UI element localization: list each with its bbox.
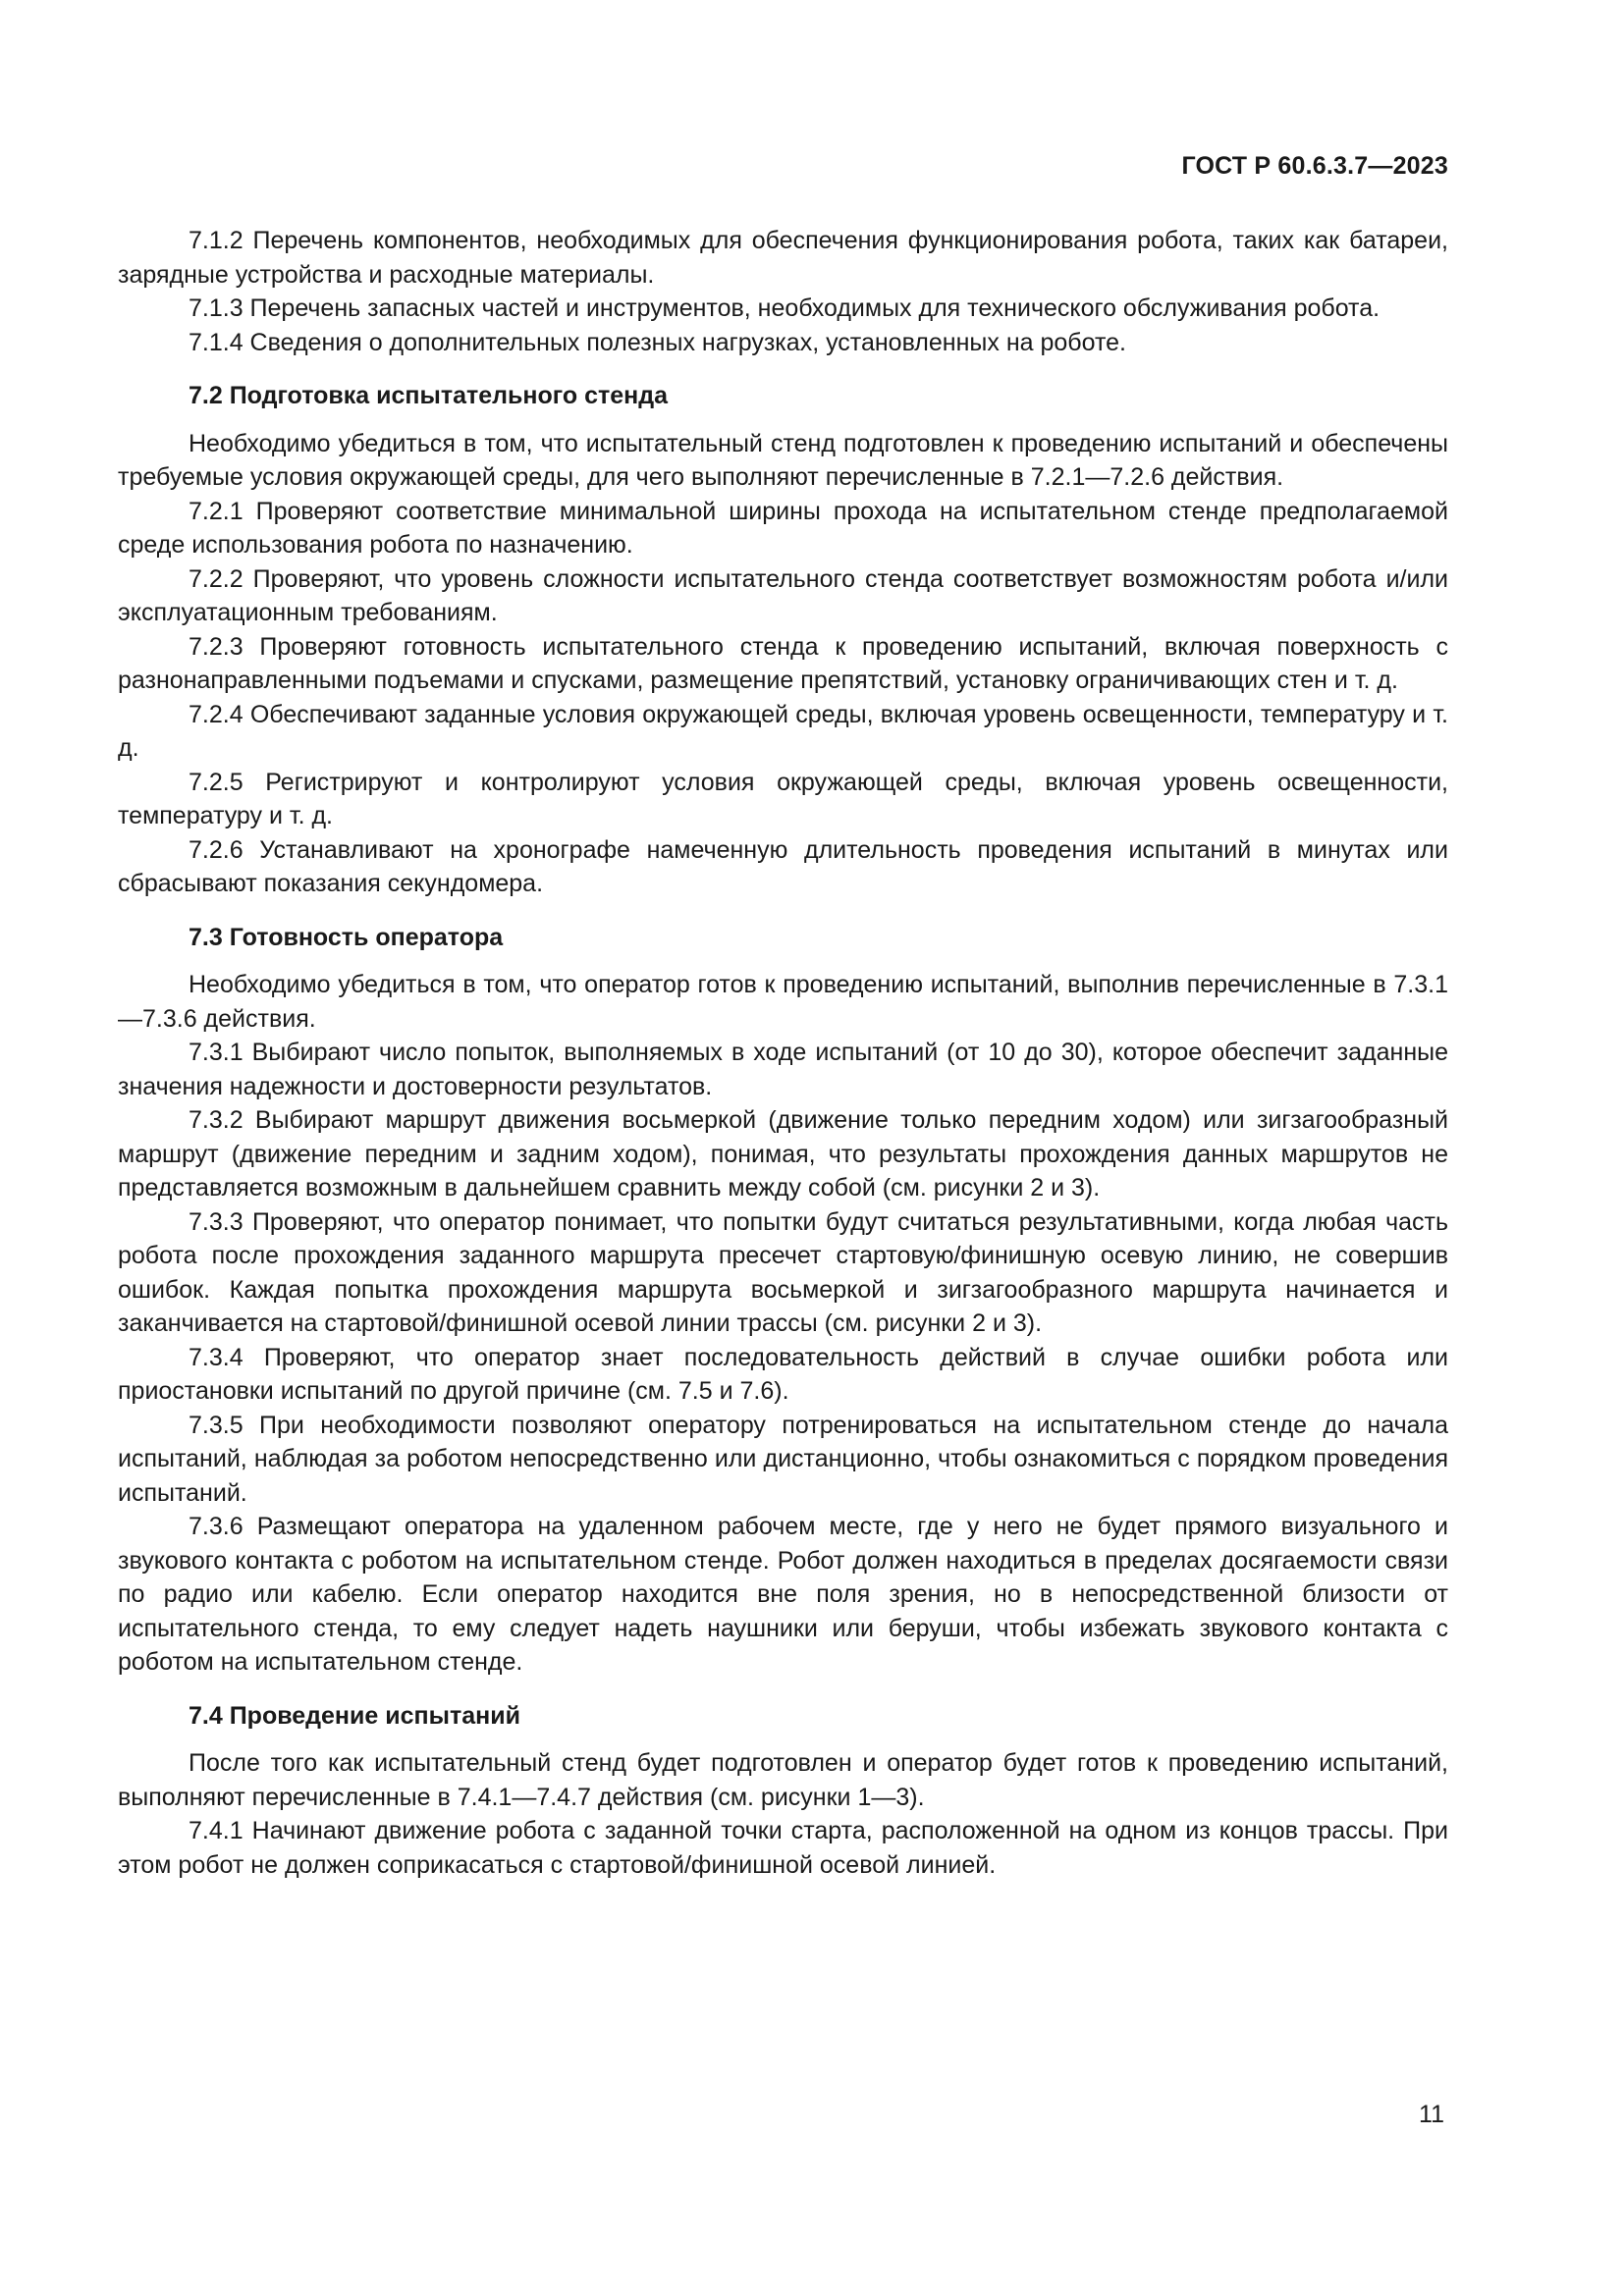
section-heading-7-3: 7.3 Готовность оператора	[189, 923, 504, 951]
paragraph-7-2-4: 7.2.4 Обеспечивают заданные условия окружающей среды, включая уровень освещенности, температуру и т. д.	[118, 700, 1448, 762]
paragraph-7-3-6: 7.3.6 Размещают оператора на удаленном рабочем месте, где у него не будет прямого визуального и звукового контакта с роботом на испытательном стенде. Робот должен находиться в пределах досягаемости связи по радио или кабелю. Если оператор находится вне поля зрения, но в непосредственной близости от испытательного стенда, то ему следует надеть наушники или беруши, чтобы избежать звукового контакта с роботом на испытательном стенде.	[118, 1513, 1448, 1676]
paragraph-7-2-1: 7.2.1 Проверяют соответствие минимальной ширины прохода на испытательном стенде предполагаемой среде использования робота по назначению.	[118, 497, 1448, 559]
paragraph-7-3-4: 7.3.4 Проверяют, что оператор знает последовательность действий в случае ошибки робота или приостановки испытаний по другой причине (см. 7.5 и 7.6).	[118, 1343, 1448, 1405]
paragraph-7-1-4: 7.1.4 Сведения о дополнительных полезных нагрузках, установленных на роботе.	[189, 328, 1126, 356]
paragraph-7-4-intro: После того как испытательный стенд будет подготовлен и оператор будет готов к проведению испытаний, выполняют перечисленные в 7.4.1—7.4.7 действия (см. рисунки 1—3).	[118, 1749, 1448, 1811]
section-heading-7-2: 7.2 Подготовка испытательного стенда	[189, 382, 668, 409]
paragraph-7-2-intro: Необходимо убедиться в том, что испытательный стенд подготовлен к проведению испытаний и обеспечены требуемые условия окружающей среды, для чего выполняют перечисленные в 7.2.1—7.2.6 действия.	[118, 429, 1448, 491]
paragraph-7-3-intro: Необходимо убедиться в том, что оператор готов к проведению испытаний, выполнив перечисленные в 7.3.1—7.3.6 действия.	[118, 971, 1448, 1033]
document-code: ГОСТ Р 60.6.3.7—2023	[1181, 152, 1448, 180]
paragraph-7-1-2: 7.1.2 Перечень компонентов, необходимых для обеспечения функционирования робота, таких как батареи, зарядные устройства и расходные материалы.	[118, 227, 1448, 289]
paragraph-7-4-1: 7.4.1 Начинают движение робота с заданной точки старта, расположенной на одном из концов трассы. При этом робот не должен соприкасаться с стартовой/финишной осевой линией.	[118, 1817, 1448, 1879]
page-number: 11	[1419, 2101, 1444, 2128]
paragraph-7-2-3: 7.2.3 Проверяют готовность испытательного стенда к проведению испытаний, включая поверхность с разнонаправленными подъемами и спусками, размещение препятствий, установку ограничивающих стен и т. д.	[118, 632, 1448, 694]
paragraph-7-2-5: 7.2.5 Регистрируют и контролируют условия окружающей среды, включая уровень освещенности, температуру и т. д.	[118, 768, 1448, 829]
paragraph-7-3-3: 7.3.3 Проверяют, что оператор понимает, что попытки будут считаться результативными, когда любая часть робота после прохождения заданного маршрута пресечет стартовую/финишную осевую линию, не совершив ошибок. Каждая попытка прохождения маршрута восьмеркой и зигзагообразного маршрута начинается и заканчивается на стартовой/финишной осевой линии трассы (см. рисунки 2 и 3).	[118, 1207, 1448, 1337]
document-body	[118, 224, 1448, 1882]
section-heading-7-4: 7.4 Проведение испытаний	[189, 1701, 520, 1730]
paragraph-7-3-2: 7.3.2 Выбирают маршрут движения восьмеркой (движение только передним ходом) или зигзагообразный маршрут (движение передним и задним ходом), понимая, что результаты прохождения данных маршрутов не представляется возможным в дальнейшем сравнить между собой (см. рисунки 2 и 3).	[118, 1106, 1448, 1201]
paragraph-7-2-6: 7.2.6 Устанавливают на хронографе намеченную длительность проведения испытаний в минутах или сбрасывают показания секундомера.	[118, 835, 1448, 897]
paragraph-7-2-2: 7.2.2 Проверяют, что уровень сложности испытательного стенда соответствует возможностям робота и/или эксплуатационным требованиям.	[118, 564, 1448, 626]
paragraph-7-3-1: 7.3.1 Выбирают число попыток, выполняемых в ходе испытаний (от 10 до 30), которое обеспечит заданные значения надежности и достоверности результатов.	[118, 1039, 1448, 1100]
paragraph-7-1-3: 7.1.3 Перечень запасных частей и инструментов, необходимых для технического обслуживания робота.	[189, 294, 1380, 322]
paragraph-7-3-5: 7.3.5 При необходимости позволяют оператору потренироваться на испытательном стенде до начала испытаний, наблюдая за роботом непосредственно или дистанционно, чтобы ознакомиться с порядком проведения испытаний.	[118, 1411, 1448, 1507]
